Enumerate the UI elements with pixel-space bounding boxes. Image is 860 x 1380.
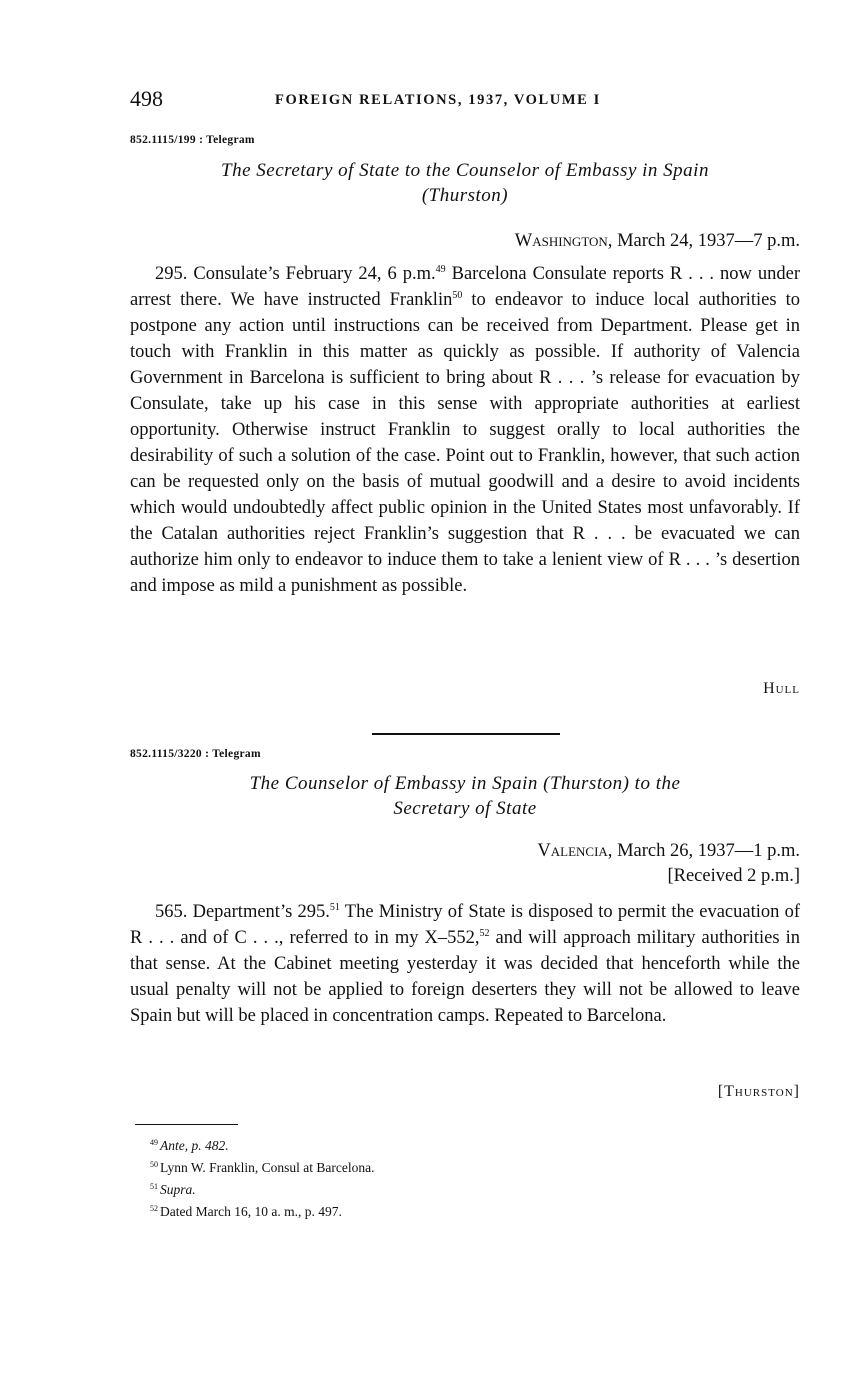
signature: [Thurston] <box>717 1083 800 1100</box>
footnote <box>150 1177 750 1199</box>
file-reference: 852.1115/199 : Telegram <box>130 134 255 146</box>
footnote-mark: 52 <box>150 1204 158 1213</box>
footnote-rule <box>135 1124 238 1125</box>
footnote-text: Dated March 16, 10 a. m., p. 497. <box>160 1204 342 1219</box>
heading-line: (Thurston) <box>421 185 509 206</box>
footnote <box>150 1199 750 1221</box>
page-number: 498 <box>130 86 163 111</box>
running-head <box>130 86 800 116</box>
document-heading <box>130 771 800 821</box>
file-reference: 852.1115/3220 : Telegram <box>130 748 261 760</box>
dateline-date: March 24, 1937—7 p.m. <box>612 231 800 251</box>
footnote <box>150 1155 750 1177</box>
footnote-ref: 52 <box>479 928 490 939</box>
footnote-text: Ante, p. 482. <box>160 1138 229 1153</box>
dateline <box>130 229 800 254</box>
running-title: FOREIGN RELATIONS, 1937, VOLUME I <box>275 92 601 108</box>
dateline-place: Valencia, <box>537 841 613 861</box>
heading-line: Secretary of State <box>393 798 537 819</box>
body-text-segment: 565. Department’s 295. <box>155 902 330 922</box>
dateline-place: Washington, <box>514 231 613 251</box>
footnote-mark: 51 <box>150 1182 158 1191</box>
footnote-mark: 49 <box>150 1138 158 1147</box>
signature: Hull <box>763 680 800 697</box>
footnote-text: Lynn W. Franklin, Consul at Barcelona. <box>160 1160 375 1175</box>
heading-line: The Counselor of Embassy in Spain (Thurston) to the <box>249 773 681 794</box>
footnotes <box>150 1133 750 1221</box>
body-text-segment: 295. Consulate’s February 24, 6 p.m. <box>155 264 436 284</box>
footnote-ref: 49 <box>435 264 446 275</box>
telegram-body <box>130 899 800 1029</box>
dateline-date: March 26, 1937—1 p.m. <box>612 841 800 861</box>
telegram-body <box>130 261 800 599</box>
dateline <box>130 839 800 889</box>
footnote <box>150 1133 750 1155</box>
footnote-text: Supra. <box>160 1182 196 1197</box>
body-text-segment: and will approach military authorities in that sense. At the Cabinet meeting yesterday it was decided that henceforth while the usual penalty will not be applied to foreign deserters they will not be allowed to leave Spain but will be placed in concentration camps. Repeated to Barcelona. <box>130 928 801 1026</box>
footnote-ref: 51 <box>329 902 340 913</box>
received-note: [Received 2 p.m.] <box>667 866 800 886</box>
footnote-mark: 50 <box>150 1160 158 1169</box>
footnote-ref: 50 <box>452 290 463 301</box>
section-divider <box>372 733 560 735</box>
document-heading <box>130 158 800 208</box>
body-text-segment: Barcelona Consulate reports R . . . now under arrest there. We have instructed Franklin <box>130 264 800 310</box>
body-text-segment: to endeavor to induce local authorities to postpone any action until instructions can be received from Department. Please get in touch with Franklin in this matter as quickly as possible. If authority of Valencia Government in Barcelona is sufficient to bring about R . . . ’s release for evacuation by Consulate, take up his case in this sense with appropriate authorities at earliest opportunity. Otherwise instruct Franklin to suggest orally to local authorities the desirability of such a solution of the case. Point out to Franklin, however, that such action can be requested only on the basis of mutual goodwill and a desire to avoid incidents which would undoubtedly affect public opinion in the United States most unfavorably. If the Catalan authorities reject Franklin’s suggestion that R . . . be evacuated we can authorize him only to endeavor to induce them to take a lenient view of R . . . ’s desertion and impose as mild a punishment as possible. <box>130 290 800 596</box>
body-text-segment: The Ministry of State is disposed to permit the evacuation of R . . . and of C . . ., referred to in my X–552, <box>130 902 801 948</box>
heading-line: The Secretary of State to the Counselor of Embassy in Spain <box>221 160 709 181</box>
